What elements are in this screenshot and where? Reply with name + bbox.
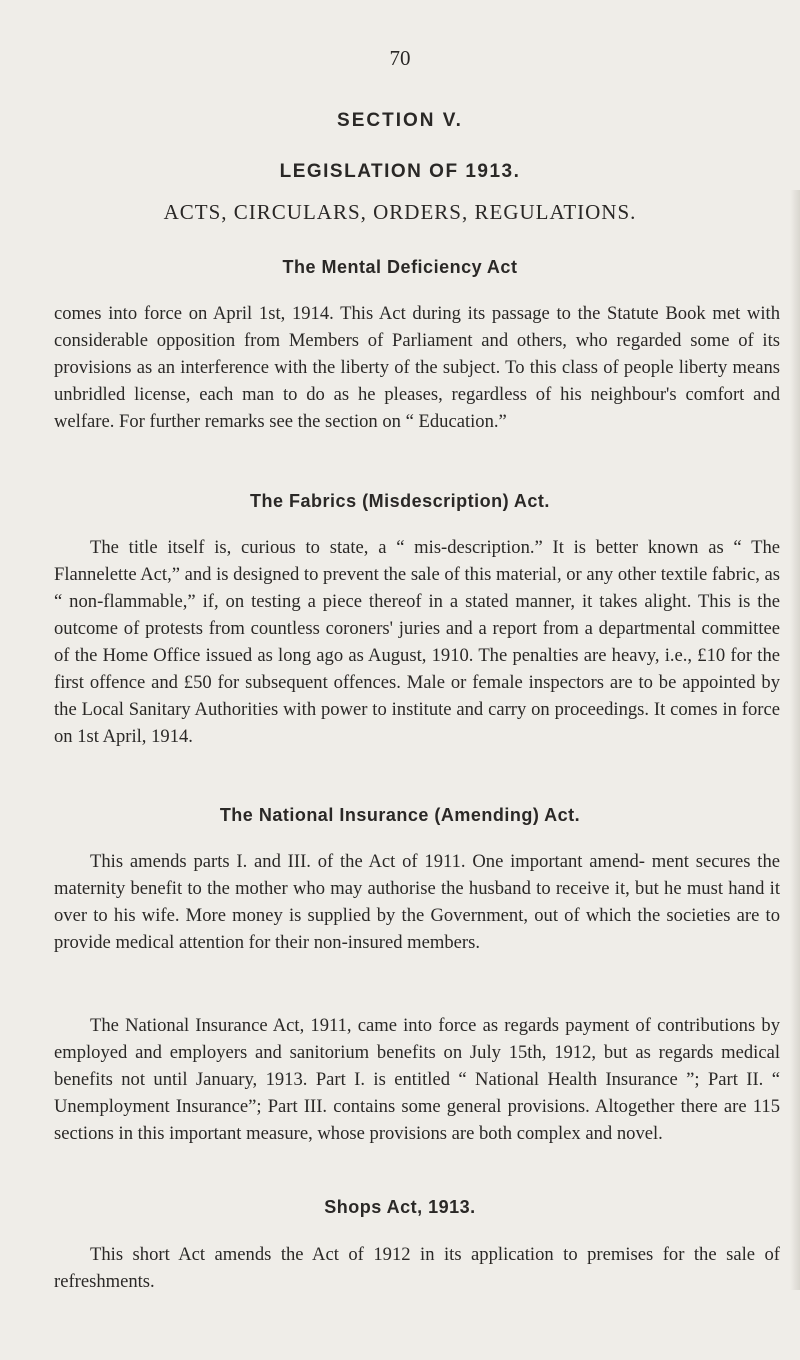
section-title: SECTION V. bbox=[337, 110, 463, 131]
mental-deficiency-paragraph bbox=[54, 300, 780, 435]
shops-act-paragraph bbox=[54, 1241, 780, 1295]
shops-act-text: This short Act amends the Act of 1912 in its application to premises for the sale of refreshments. bbox=[54, 1244, 780, 1292]
national-insurance-paragraph-1 bbox=[54, 848, 780, 956]
national-insurance-text-2: The National Insurance Act, 1911, came into force as regards payment of contributions by employed and employers and sanitorium benefits on July 15th, 1912, but as regards medical benefits not until January, 1913. Part I. is entitled “ National Health Insurance ”; Part II. “ Unemployment Insurance”; Part III. contains some general provisions. Altogether there are 115 sections in this important measure, whose provisions are both complex and novel. bbox=[54, 1015, 780, 1144]
fabrics-act-text: The title itself is, curious to state, a “ mis-description.” It is better known as “ The Flannelette Act,” and is designed to prevent the sale of this material, or any other textile fabric, as “ non-flammable,” if, on testing a piece thereof in a stated manner, it takes alight. This is the outcome of protests from countless coroners' juries and a report from a departmental committee of the Home Office issued as long ago as August, 1910. The penalties are heavy, i.e., £10 for the first offence and £50 for subsequent offences. Male or female inspectors are to be appointed by the Local Sanitary Authorities with power to institute and carry on proceedings. It comes in force on 1st April, 1914. bbox=[54, 537, 780, 747]
national-insurance-paragraph-2 bbox=[54, 1012, 780, 1147]
legislation-title: LEGISLATION OF 1913. bbox=[279, 161, 521, 182]
mental-deficiency-heading: The Mental Deficiency Act bbox=[282, 257, 518, 277]
fabrics-act-paragraph bbox=[54, 534, 780, 750]
document-subtitle: ACTS, CIRCULARS, ORDERS, REGULATIONS. bbox=[163, 200, 637, 224]
shops-act-heading: Shops Act, 1913. bbox=[324, 1197, 476, 1217]
mental-deficiency-text: comes into force on April 1st, 1914. This Act during its passage to the Statute Book met with considerable opposition from Members of Parliament and others, who regarded some of its provisions as an interference with the liberty of the subject. To this class of people liberty means unbridled license, each man to do as he pleases, regardless of his neighbour's comfort and welfare. For further remarks see the section on “ Education.” bbox=[54, 303, 780, 432]
page-edge-shadow bbox=[790, 190, 800, 1290]
national-insurance-text-1: This amends parts I. and III. of the Act of 1911. One important amend- ment secures the maternity benefit to the mother who may authorise the husband to receive it, but he must hand it over to his wife. More money is supplied by the Government, out of which the societies are to provide medical attention for their non-insured members. bbox=[54, 851, 780, 953]
page-number: 70 bbox=[389, 46, 411, 70]
national-insurance-heading: The National Insurance (Amending) Act. bbox=[219, 805, 581, 825]
fabrics-act-heading: The Fabrics (Misdescription) Act. bbox=[250, 491, 550, 511]
